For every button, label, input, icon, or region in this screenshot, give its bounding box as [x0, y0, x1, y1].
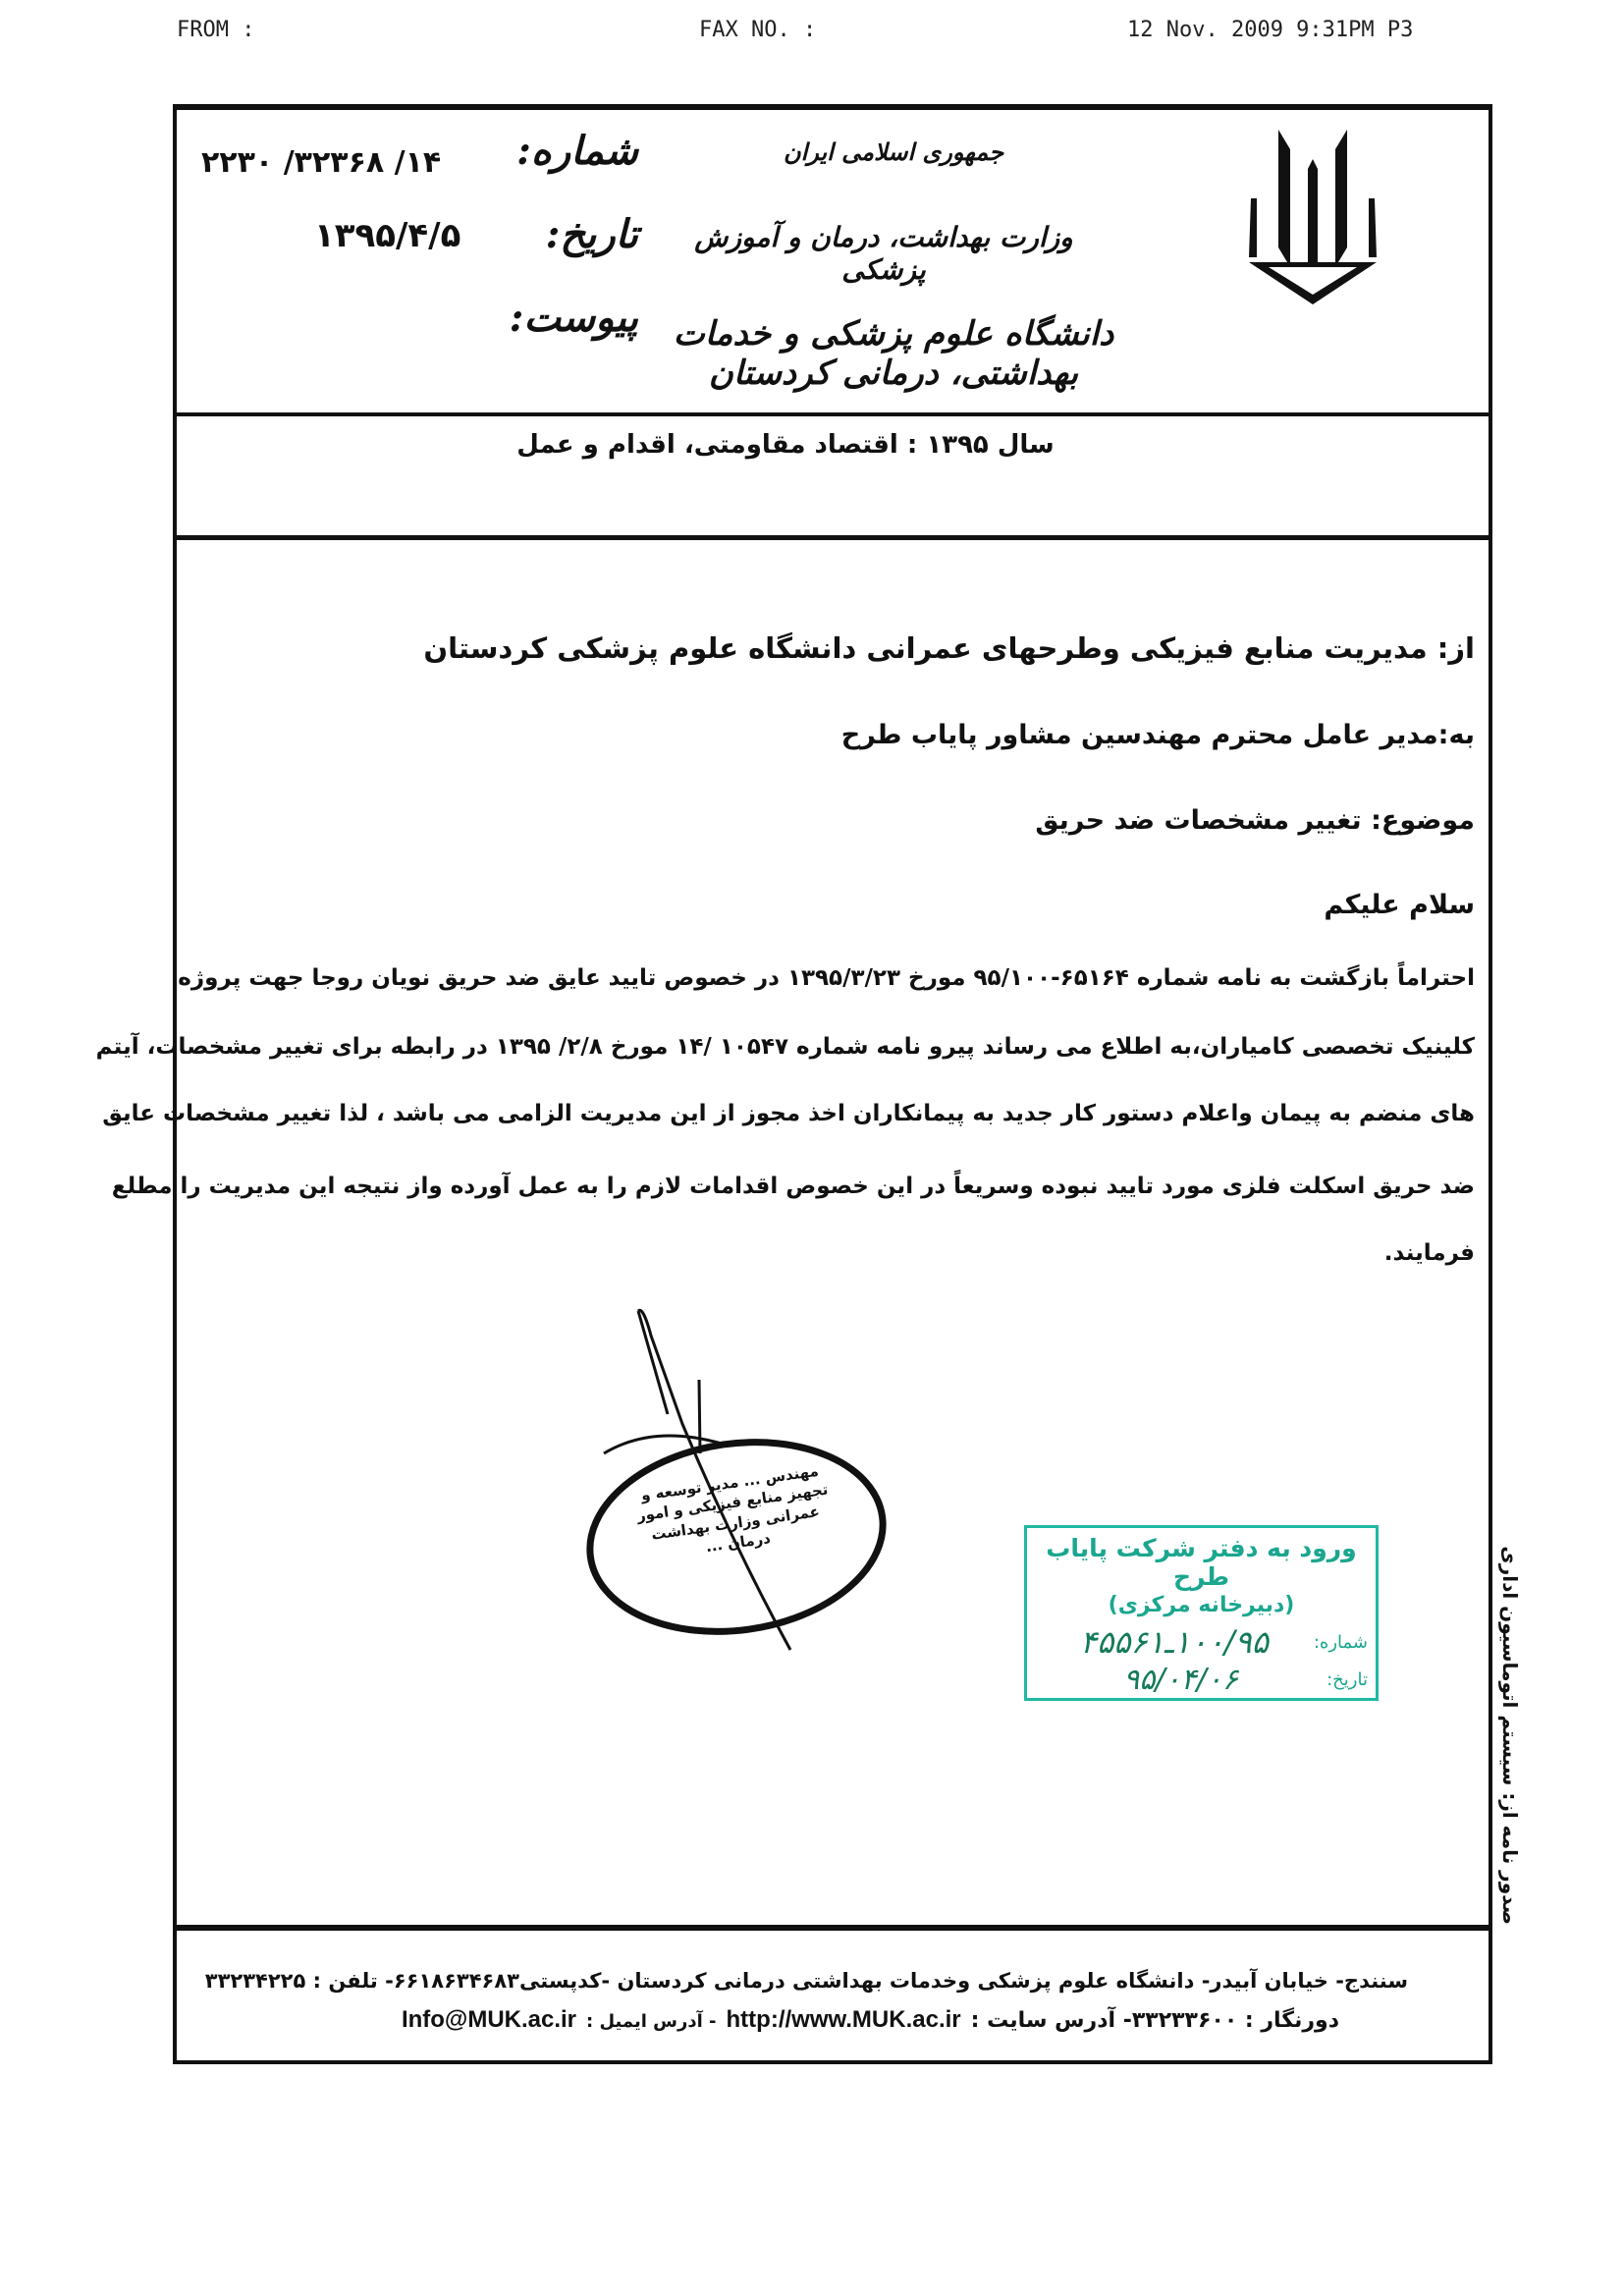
letter-to: به:مدیر عامل محترم مهندسین مشاور پایاب طرح: [840, 720, 1475, 750]
stamp-number-label: شماره:: [1313, 1631, 1368, 1653]
fax-from: FROM :: [177, 18, 255, 42]
stamp-number: ۱۰۰/۹۵ـ۴۵۵۶۱: [1079, 1623, 1269, 1661]
stamp-date-label: تاریخ:: [1326, 1669, 1368, 1690]
body-line: ضد حریق اسکلت فلزی مورد تایید نبوده وسریعاً در این خصوص اقدامات لازم را به عمل آورده واز نتیجه این مدیریت را مطلع: [111, 1174, 1475, 1199]
attachment-label: پیوست:: [509, 295, 638, 341]
year-slogan: سال ۱۳۹۵ : اقتصاد مقاومتی، اقدام و عمل: [516, 430, 1055, 460]
letter-number: ۱۴/ ۳۲۳۶۸/ ۲۲۳۰: [201, 145, 442, 180]
date-label: تاریخ:: [545, 211, 638, 257]
side-note: صدور نامه از: سیستم اتوماسیون اداری: [1498, 1546, 1522, 1925]
slogan-divider: [177, 535, 1492, 540]
stamp-subtitle: (دبیرخانه مرکزی): [1108, 1593, 1295, 1617]
body-line: کلینیک تخصصی کامیاران،به اطلاع می رساند پیرو نامه شماره ۱۰۵۴۷ /۱۴ مورخ ۲/۸/ ۱۳۹۵ در رابطه برای تغییر مشخصات، آیتم: [95, 1034, 1475, 1060]
letter-date: ۱۳۹۵/۴/۵: [314, 216, 461, 255]
letter-frame: [95, 104, 1492, 2064]
university-title: دانشگاه علوم پزشکی و خدمات بهداشتی، درمانی کردستان: [673, 314, 1114, 393]
footer-contact: [402, 2006, 1339, 2034]
republic-title: جمهوری اسلامی ایران: [783, 137, 1004, 166]
stamp-date: ۹۵/۰۴/۰۶: [1123, 1663, 1238, 1697]
fax-number: FAX NO. :: [699, 18, 817, 42]
letter-greeting: سلام علیکم: [1324, 890, 1475, 920]
footer-address: سنندج- خیابان آبیدر- دانشگاه علوم پزشکی وخدمات بهداشتی درمانی کردستان -کدپستی۶۶۱۸۶۳۴۶۸۳- تلفن : ۳۳۲۳۴۲۲۵: [204, 1969, 1408, 1993]
body-line: احتراماً بازگشت به نامه شماره ۶۵۱۶۴-۹۵/۱۰۰ مورخ ۱۳۹۵/۳/۲۳ در خصوص تایید عایق ضد حریق نویان روجا جهت پروژه: [178, 965, 1475, 991]
letter-from: از: مدیریت منابع فیزیکی وطرحهای عمرانی دانشگاه علوم پزشکی کردستان: [423, 631, 1475, 665]
footer-website[interactable]: http://www.MUK.ac.ir: [726, 2006, 961, 2033]
ministry-title: وزارت بهداشت، درمان و آموزش پزشکی: [694, 221, 1073, 286]
header-divider: [177, 412, 1492, 416]
body-line: های منضم به پیمان واعلام دستور کار جدید به پیمانکاران اخذ مجوز از این مدیریت الزامی می باشد ، لذا تغییر مشخصات عایق: [102, 1101, 1475, 1126]
receipt-stamp: [1024, 1525, 1379, 1701]
letter-subject: موضوع: تغییر مشخصات ضد حریق: [1035, 805, 1475, 836]
footer-email[interactable]: Info@MUK.ac.ir: [401, 2006, 577, 2033]
fax-datetime: 12 Nov. 2009 9:31PM P3: [1127, 18, 1414, 42]
body-line: فرمایند.: [1383, 1240, 1475, 1266]
number-label: شماره:: [516, 128, 638, 174]
footer-divider: [177, 1925, 1492, 1931]
university-logo-icon: [1249, 130, 1377, 304]
stamp-title: ورود به دفتر شرکت پایاب طرح: [1046, 1534, 1357, 1591]
footer-fax: دورنگار : ۳۳۲۳۳۶۰۰- آدرس سایت :: [970, 2008, 1339, 2033]
footer-email-label: - آدرس ایمیل :: [586, 2011, 717, 2032]
seal-text: مهندس ... مدیر توسعه و تجهیز منابع فیزیکی و امور عمرانی وزارت بهداشت درمان ...: [635, 1461, 830, 1556]
